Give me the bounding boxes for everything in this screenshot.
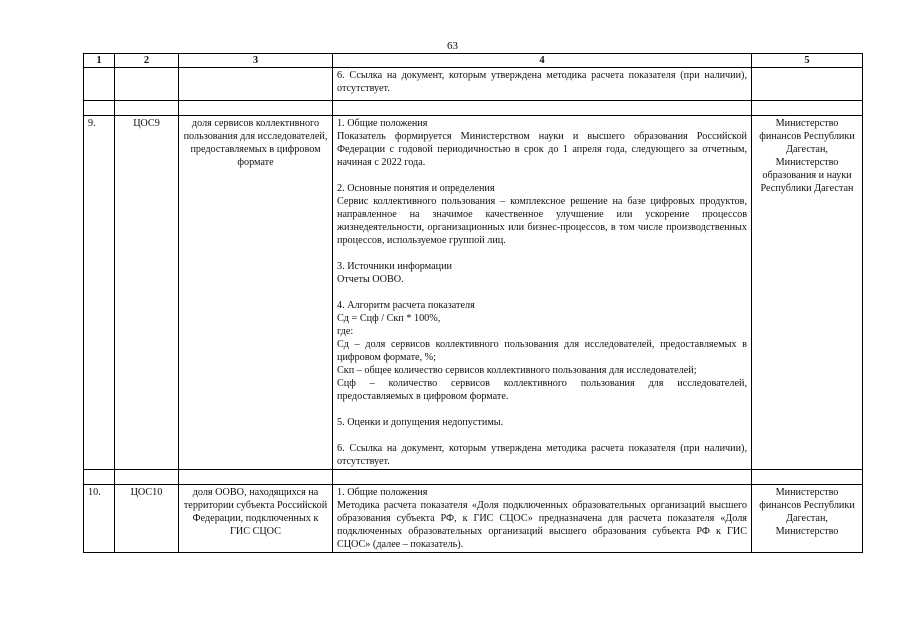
definition: Скп – общее количество сервисов коллективного пользования для исследователей;	[337, 365, 697, 376]
section-title: 1. Общие положения	[337, 487, 428, 498]
header-col-5: 5	[752, 54, 863, 68]
continuation-text: 6. Ссылка на документ, которым утверждена методика расчета показателя (при наличии), отсутствует.	[333, 68, 752, 101]
section-text: 6. Ссылка на документ, которым утверждена методика расчета показателя (при наличии), отсутствует.	[337, 443, 747, 467]
section-text: Сервис коллективного пользования – комплексное решение на базе цифровых продуктов, направленное на значимое качественное улучшение или ускорение процессов жизнедеятельности, организационных или бизнес-процессов, в том числе производственных процессов, используемое группой лиц.	[337, 196, 747, 246]
table-row-continuation	[84, 68, 863, 101]
header-col-1: 1	[84, 54, 115, 68]
indicator-code: ЦОС10	[115, 485, 179, 553]
table-header-row	[84, 54, 863, 68]
methodology-cell	[333, 485, 752, 553]
table-row-9	[84, 116, 863, 470]
indicators-table	[83, 53, 863, 553]
section-title: 1. Общие положения	[337, 118, 428, 129]
header-col-3: 3	[179, 54, 333, 68]
definition: Сцф – количество сервисов коллективного пользования для исследователей, предоставляемых в цифровом формате.	[337, 378, 747, 402]
methodology-cell	[333, 116, 752, 470]
indicator-code: ЦОС9	[115, 116, 179, 470]
row-number: 10.	[84, 485, 115, 553]
section-text: Методика расчета показателя «Доля подключенных образовательных организаций высшего образования субъекта РФ, к ГИС СЦОС» предназначена для расчета показателя «Доля подключенных образовательных организаций высшего образования субъекта РФ к ГИС СЦОС» (далее – показатель).	[337, 500, 747, 550]
formula: Сд = Сцф / Скп * 100%,	[337, 313, 441, 324]
row-number: 9.	[84, 116, 115, 470]
responsible-org: Министерство финансов Республики Дагестан, Министерство	[752, 485, 863, 553]
section-text: 5. Оценки и допущения недопустимы.	[337, 417, 504, 428]
table-row-10	[84, 485, 863, 553]
header-col-2: 2	[115, 54, 179, 68]
table-row-spacer	[84, 101, 863, 116]
header-col-4: 4	[333, 54, 752, 68]
indicator-name: доля сервисов коллективного пользования для исследователей, предоставляемых в цифровом формате	[179, 116, 333, 470]
section-title: 3. Источники информации	[337, 261, 452, 272]
section-title: 4. Алгоритм расчета показателя	[337, 300, 475, 311]
responsible-org: Министерство финансов Республики Дагестан, Министерство образования и науки Республики Дагестан	[752, 116, 863, 470]
table-row-spacer	[84, 470, 863, 485]
formula-where: где:	[337, 326, 354, 337]
section-text: Показатель формируется Министерством науки и высшего образования Российской Федерации с годовой периодичностью в срок до 1 апреля года, следующего за отчетным, начиная с 2022 года.	[337, 131, 747, 168]
definition: Сд – доля сервисов коллективного пользования для исследователей, предоставляемых в цифровом формате, %;	[337, 339, 747, 363]
section-title: 2. Основные понятия и определения	[337, 183, 495, 194]
section-text: Отчеты ООВО.	[337, 274, 404, 285]
page-number: 63	[447, 40, 458, 52]
indicator-name: доля ООВО, находящихся на территории субъекта Российской Федерации, подключенных к ГИС СЦОС	[179, 485, 333, 553]
